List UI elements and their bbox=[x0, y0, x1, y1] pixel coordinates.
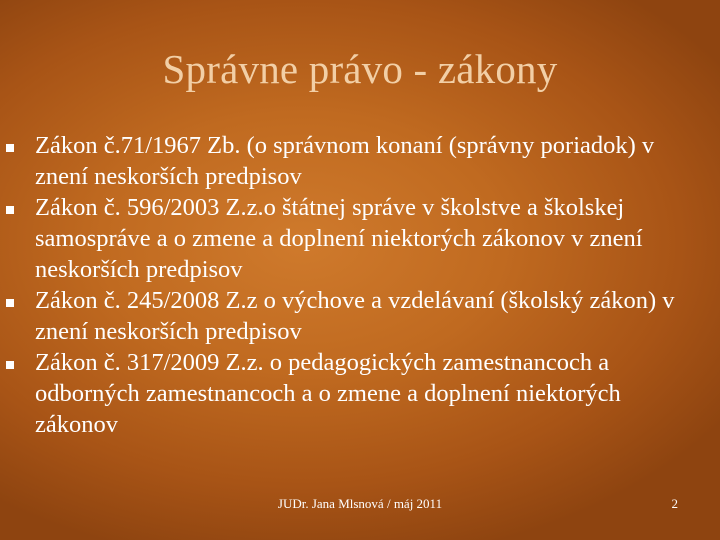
bullet-text: Zákon č. 245/2008 Z.z o výchove a vzdelávaní (školský zákon) v znení neskorších predpisov bbox=[35, 287, 675, 345]
bullet-text: Zákon č.71/1967 Zb. (o správnom konaní (správny poriadok) v znení neskorších predpisov bbox=[35, 132, 655, 190]
list-item bbox=[0, 285, 720, 347]
bullet-text: Zákon č. 596/2003 Z.z.o štátnej správe v školstve a školskej samospráve a o zmene a doplnení niektorých zákonov v znení neskorších predpisov bbox=[35, 194, 643, 283]
slide-footer: JUDr. Jana Mlsnová / máj 2011 bbox=[277, 496, 443, 511]
square-bullet-icon bbox=[6, 299, 14, 307]
list-item bbox=[0, 192, 720, 285]
square-bullet-icon bbox=[6, 361, 14, 369]
list-item bbox=[0, 347, 720, 440]
square-bullet-icon bbox=[6, 206, 14, 214]
list-item bbox=[0, 130, 720, 192]
bullet-text: Zákon č. 317/2009 Z.z. o pedagogických zamestnancoch a odborných zamestnancoch a o zmene a doplnení niektorých zákonov bbox=[35, 349, 621, 438]
slide-title: Správne právo - zákony bbox=[162, 46, 558, 92]
square-bullet-icon bbox=[6, 144, 14, 152]
bullet-list bbox=[0, 130, 720, 440]
page-number: 2 bbox=[671, 496, 678, 511]
